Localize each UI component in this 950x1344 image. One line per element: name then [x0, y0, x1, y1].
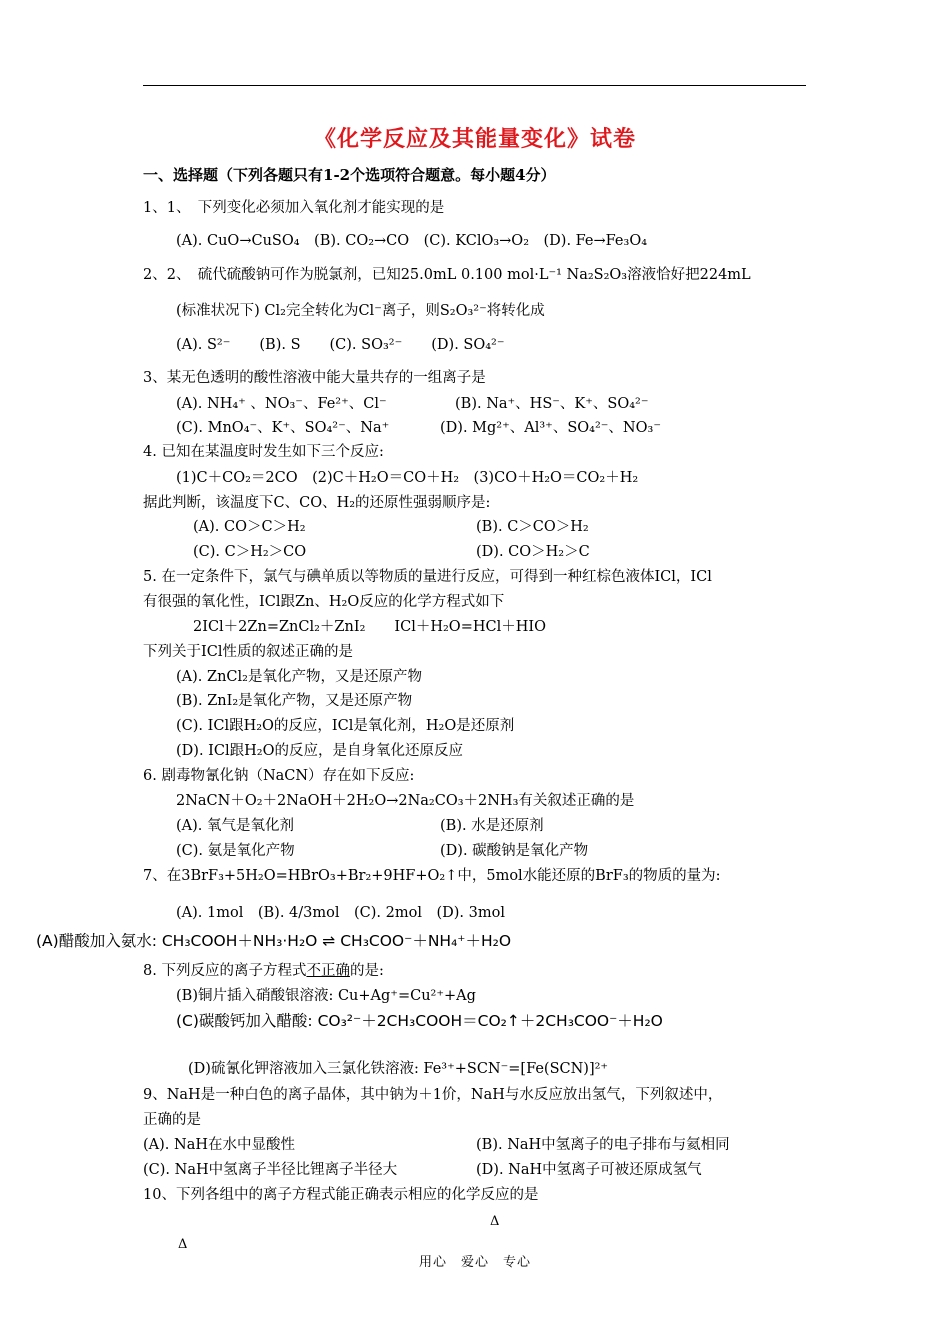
q5-stem: 5. 在一定条件下，氯气与碘单质以等物质的量进行反应，可得到一种红棕色液体ICl，ICl [143, 569, 712, 585]
q6-option-a: (A). 氧气是氧化剂 [176, 818, 295, 834]
q8-underlined-word: 不正确 [306, 963, 350, 979]
q2-options: (A). S²⁻ (B). S (C). SO₃²⁻ (D). SO₄²⁻ [176, 337, 505, 353]
q9-option-d: (D). NaH中氢离子可被还原成氢气 [476, 1162, 702, 1178]
q6-option-d: (D). 碳酸钠是氧化产物 [440, 843, 589, 859]
q4-option-a: (A). CO＞C＞H₂ [193, 519, 306, 535]
q5-option-b: (B). ZnI₂是氧化产物，又是还原产物 [176, 693, 413, 709]
q7-stem: 7、在3BrF₃+5H₂O=HBrO₃+Br₂+9HF+O₂↑中，5mol水能还原的BrF₃的物质的量为: [143, 868, 721, 884]
q6-stem: 6. 剧毒物氰化钠（NaCN）存在如下反应: [143, 768, 415, 784]
q8-stem [143, 962, 384, 980]
q5-option-c: (C). ICl跟H₂O的反应，ICl是氧化剂，H₂O是还原剂 [176, 718, 515, 734]
section-heading: 一、选择题（下列各题只有1-2个选项符合题意。每小题4分） [143, 166, 556, 184]
q6-option-c: (C). 氨是氧化产物 [176, 843, 295, 859]
page-footer: 用心 爱心 专心 [418, 1255, 531, 1270]
q8-option-a: (A)醋酸加入氨水: CH₃COOH＋NH₃·H₂O ⇌ CH₃COO⁻＋NH₄⁺＋H₂O [36, 932, 512, 950]
q2-stem-cont: (标准状况下) Cl₂完全转化为Cl⁻离子，则S₂O₃²⁻将转化成 [176, 303, 545, 319]
q5-equations: 2ICl＋2Zn=ZnCl₂＋ZnI₂ ICl＋H₂O=HCl＋HIO [193, 619, 546, 635]
q8-stem-text: 8. 下列反应的离子方程式 [143, 963, 307, 979]
q9-stem: 9、NaH是一种白色的离子晶体，其中钠为＋1价，NaH与水反应放出氢气，下列叙述中， [143, 1087, 723, 1103]
q8-stem-end: 的是: [349, 963, 384, 979]
q8-option-c: (C)碳酸钙加入醋酸: CO₃²⁻＋2CH₃COOH＝CO₂↑＋2CH₃COO⁻＋H₂O [176, 1012, 663, 1030]
q6-equation: 2NaCN＋O₂＋2NaOH＋2H₂O→2Na₂CO₃＋2NH₃有关叙述正确的是 [176, 793, 635, 809]
q9-option-c: (C). NaH中氢离子半径比锂离子半径大 [143, 1162, 398, 1178]
q4-stem: 4. 已知在某温度时发生如下三个反应: [143, 444, 384, 460]
q3-option-a: (A). NH₄⁺ 、NO₃⁻、Fe²⁺、Cl⁻ [176, 396, 387, 412]
q7-options: (A). 1mol (B). 4/3mol (C). 2mol (D). 3mol [176, 905, 505, 921]
q9-option-a: (A). NaH在水中显酸性 [143, 1137, 295, 1153]
q4-stem-cont: 据此判断，该温度下C、CO、H₂的还原性强弱顺序是: [143, 495, 491, 511]
q5-stem-cont: 有很强的氧化性，ICl跟Zn、H₂O反应的化学方程式如下 [143, 594, 505, 610]
q4-option-b: (B). C＞CO＞H₂ [476, 519, 589, 535]
q6-option-b: (B). 水是还原剂 [440, 818, 544, 834]
q3-option-c: (C). MnO₄⁻、K⁺、SO₄²⁻、Na⁺ [176, 420, 390, 436]
q3-stem: 3、某无色透明的酸性溶液中能大量共存的一组离子是 [143, 370, 486, 386]
header-rule [143, 85, 806, 86]
q3-option-b: (B). Na⁺、HS⁻、K⁺、SO₄²⁻ [455, 396, 649, 412]
q8-option-d: (D)硫氰化钾溶液加入三氯化铁溶液: Fe³⁺+SCN⁻=[Fe(SCN)]²⁺ [188, 1061, 609, 1077]
q5-option-d: (D). ICl跟H₂O的反应，是自身氧化还原反应 [176, 743, 463, 759]
q4-option-d: (D). CO＞H₂＞C [476, 544, 590, 560]
q4-reactions: (1)C＋CO₂＝2CO (2)C＋H₂O＝CO＋H₂ (3)CO＋H₂O＝CO₂＋H₂ [176, 470, 639, 486]
q4-option-c: (C). C＞H₂＞CO [193, 544, 307, 560]
delta-mark: Δ [178, 1237, 188, 1252]
q2-stem: 2、2、 硫代硫酸钠可作为脱氯剂，已知25.0mL 0.100 mol·L⁻¹ Na₂S₂O₃溶液恰好把224mL [143, 267, 751, 283]
q5-question: 下列关于ICl性质的叙述正确的是 [143, 644, 353, 660]
q3-option-d: (D). Mg²⁺、Al³⁺、SO₄²⁻、NO₃⁻ [440, 420, 661, 436]
q9-option-b: (B). NaH中氢离子的电子排布与氦相同 [476, 1137, 730, 1153]
q10-stem: 10、下列各组中的离子方程式能正确表示相应的化学反应的是 [143, 1187, 539, 1203]
q9-stem-cont: 正确的是 [143, 1112, 201, 1128]
q1-stem: 1、1、 下列变化必须加入氧化剂才能实现的是 [143, 200, 445, 216]
q1-options: (A). CuO→CuSO₄ (B). CO₂→CO (C). KClO₃→O₂ (D). Fe→Fe₃O₄ [176, 233, 648, 249]
q8-option-b: (B)铜片插入硝酸银溶液: Cu+Ag⁺=Cu²⁺+Ag [176, 988, 476, 1004]
page-title: 《化学反应及其能量变化》试卷 [313, 126, 636, 152]
delta-mark: Δ [490, 1214, 500, 1229]
q5-option-a: (A). ZnCl₂是氧化产物，又是还原产物 [176, 669, 422, 685]
